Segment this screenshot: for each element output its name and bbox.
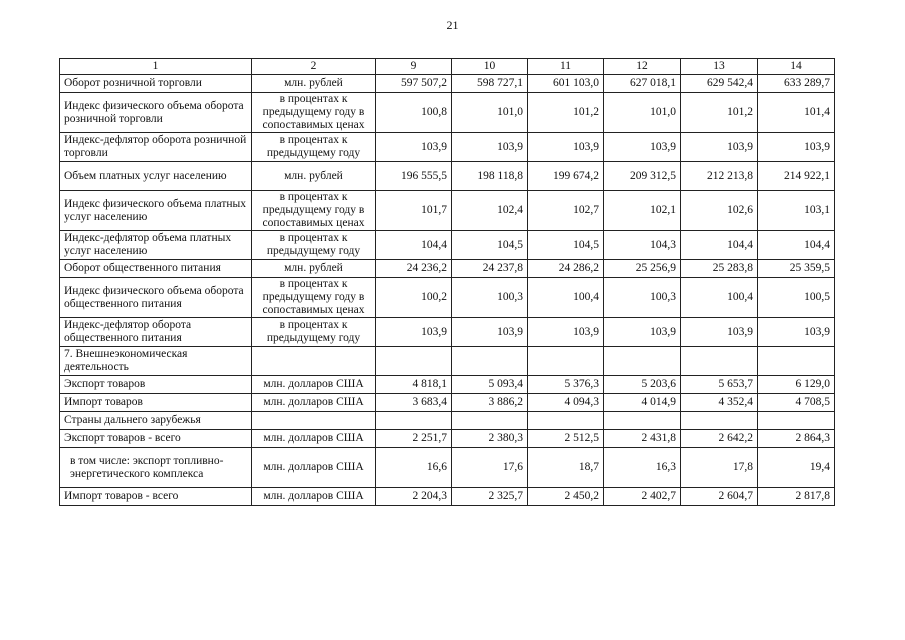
value-cell [604,412,681,430]
unit-cell: в процентах к предыдущему году в сопоставимых ценах [252,278,376,318]
header-row [60,59,835,75]
value-cell: 5 203,6 [604,376,681,394]
value-cell: 104,3 [604,231,681,260]
value-cell: 24 237,8 [452,260,528,278]
value-cell: 3 683,4 [376,394,452,412]
value-cell: 100,5 [758,278,835,318]
value-cell: 101,0 [604,93,681,133]
unit-cell: млн. долларов США [252,394,376,412]
value-cell: 100,4 [681,278,758,318]
value-cell: 17,6 [452,448,528,488]
value-cell: 4 708,5 [758,394,835,412]
table-row [60,278,835,318]
value-cell [528,412,604,430]
value-cell: 4 818,1 [376,376,452,394]
value-cell: 214 922,1 [758,162,835,191]
value-cell: 25 283,8 [681,260,758,278]
value-cell: 103,9 [376,318,452,347]
value-cell: 103,9 [452,318,528,347]
table-row [60,260,835,278]
value-cell: 18,7 [528,448,604,488]
table-row [60,488,835,506]
value-cell: 16,3 [604,448,681,488]
value-cell: 2 431,8 [604,430,681,448]
unit-cell: млн. долларов США [252,376,376,394]
indicators-table [59,58,835,506]
indicator-cell: 7. Внешнеэкономическая деятельность [60,347,252,376]
value-cell: 103,1 [758,191,835,231]
indicator-cell: Индекс-дефлятор оборота розничной торговли [60,133,252,162]
value-cell: 19,4 [758,448,835,488]
value-cell [528,347,604,376]
value-cell: 199 674,2 [528,162,604,191]
value-cell: 102,7 [528,191,604,231]
value-cell: 24 236,2 [376,260,452,278]
value-cell: 100,4 [528,278,604,318]
table-row [60,231,835,260]
table-row [60,347,835,376]
indicator-cell: Экспорт товаров - всего [60,430,252,448]
value-cell: 198 118,8 [452,162,528,191]
value-cell: 4 094,3 [528,394,604,412]
value-cell: 629 542,4 [681,75,758,93]
header-cell: 11 [528,59,604,75]
unit-cell: в процентах к предыдущему году в сопоставимых ценах [252,191,376,231]
value-cell [452,412,528,430]
value-cell: 2 204,3 [376,488,452,506]
indicator-cell: Страны дальнего зарубежья [60,412,252,430]
value-cell: 598 727,1 [452,75,528,93]
value-cell: 103,9 [528,318,604,347]
value-cell: 2 512,5 [528,430,604,448]
value-cell: 101,2 [681,93,758,133]
table-row [60,191,835,231]
table-row [60,93,835,133]
indicator-cell: в том числе: экспорт топливно-энергетического комплекса [60,448,252,488]
value-cell: 2 402,7 [604,488,681,506]
header-cell: 9 [376,59,452,75]
value-cell: 103,9 [376,133,452,162]
value-cell: 24 286,2 [528,260,604,278]
unit-cell: в процентах к предыдущему году [252,133,376,162]
indicator-cell: Индекс физического объема оборота розничной торговли [60,93,252,133]
value-cell: 5 093,4 [452,376,528,394]
value-cell: 101,2 [528,93,604,133]
unit-cell: млн. долларов США [252,430,376,448]
value-cell: 212 213,8 [681,162,758,191]
unit-cell: в процентах к предыдущему году в сопоставимых ценах [252,93,376,133]
indicator-cell: Объем платных услуг населению [60,162,252,191]
table-row [60,412,835,430]
header-cell: 14 [758,59,835,75]
unit-cell: млн. долларов США [252,448,376,488]
value-cell: 2 604,7 [681,488,758,506]
value-cell: 4 014,9 [604,394,681,412]
value-cell: 25 256,9 [604,260,681,278]
value-cell: 2 251,7 [376,430,452,448]
value-cell: 209 312,5 [604,162,681,191]
unit-cell [252,347,376,376]
page-number: 21 [446,18,459,32]
value-cell: 597 507,2 [376,75,452,93]
value-cell: 104,5 [452,231,528,260]
value-cell: 100,3 [604,278,681,318]
value-cell: 102,4 [452,191,528,231]
value-cell: 25 359,5 [758,260,835,278]
value-cell: 103,9 [681,318,758,347]
value-cell: 100,2 [376,278,452,318]
unit-cell: в процентах к предыдущему году [252,231,376,260]
indicator-cell: Оборот розничной торговли [60,75,252,93]
indicator-cell: Импорт товаров - всего [60,488,252,506]
indicator-cell: Индекс физического объема платных услуг населению [60,191,252,231]
value-cell: 104,4 [376,231,452,260]
header-cell: 12 [604,59,681,75]
value-cell: 103,9 [604,133,681,162]
unit-cell: млн. рублей [252,260,376,278]
value-cell [681,347,758,376]
header-cell: 1 [60,59,252,75]
table-row [60,394,835,412]
value-cell: 103,9 [681,133,758,162]
value-cell: 17,8 [681,448,758,488]
value-cell [604,347,681,376]
value-cell [758,412,835,430]
header-cell: 10 [452,59,528,75]
value-cell: 4 352,4 [681,394,758,412]
value-cell: 3 886,2 [452,394,528,412]
value-cell: 2 817,8 [758,488,835,506]
value-cell [376,412,452,430]
table-row [60,448,835,488]
value-cell: 103,9 [528,133,604,162]
indicator-cell: Индекс-дефлятор объема платных услуг населению [60,231,252,260]
value-cell: 103,9 [604,318,681,347]
value-cell: 196 555,5 [376,162,452,191]
value-cell [681,412,758,430]
value-cell: 103,9 [452,133,528,162]
value-cell: 103,9 [758,318,835,347]
value-cell: 2 380,3 [452,430,528,448]
value-cell: 100,3 [452,278,528,318]
value-cell: 6 129,0 [758,376,835,394]
value-cell: 101,4 [758,93,835,133]
header-cell: 2 [252,59,376,75]
indicator-cell: Импорт товаров [60,394,252,412]
value-cell: 5 376,3 [528,376,604,394]
indicator-cell: Индекс физического объема оборота общественного питания [60,278,252,318]
value-cell: 102,1 [604,191,681,231]
value-cell: 101,0 [452,93,528,133]
table-row [60,430,835,448]
value-cell: 101,7 [376,191,452,231]
table-row [60,133,835,162]
header-cell: 13 [681,59,758,75]
value-cell: 104,4 [758,231,835,260]
table-row [60,318,835,347]
value-cell [452,347,528,376]
value-cell: 633 289,7 [758,75,835,93]
value-cell: 5 653,7 [681,376,758,394]
table-row [60,376,835,394]
unit-cell: млн. долларов США [252,488,376,506]
indicator-cell: Индекс-дефлятор оборота общественного питания [60,318,252,347]
value-cell: 104,4 [681,231,758,260]
value-cell: 627 018,1 [604,75,681,93]
value-cell: 103,9 [758,133,835,162]
value-cell: 100,8 [376,93,452,133]
value-cell: 2 325,7 [452,488,528,506]
table-row [60,75,835,93]
value-cell: 104,5 [528,231,604,260]
value-cell [376,347,452,376]
unit-cell: млн. рублей [252,75,376,93]
value-cell: 2 864,3 [758,430,835,448]
indicator-cell: Экспорт товаров [60,376,252,394]
value-cell: 2 450,2 [528,488,604,506]
value-cell: 601 103,0 [528,75,604,93]
value-cell: 16,6 [376,448,452,488]
value-cell: 2 642,2 [681,430,758,448]
unit-cell: в процентах к предыдущему году [252,318,376,347]
table-row [60,162,835,191]
value-cell [758,347,835,376]
value-cell: 102,6 [681,191,758,231]
unit-cell [252,412,376,430]
unit-cell: млн. рублей [252,162,376,191]
indicator-cell: Оборот общественного питания [60,260,252,278]
